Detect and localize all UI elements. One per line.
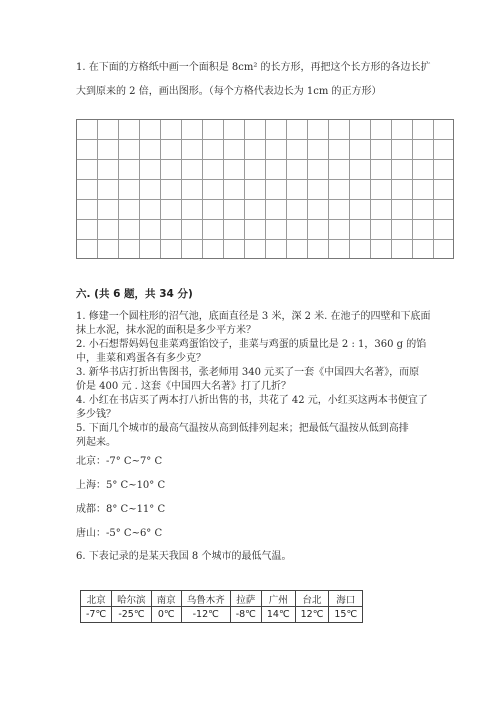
table-cell: 哈尔滨: [112, 591, 152, 607]
table-cell: 海口: [329, 591, 363, 607]
city-temp-beijing: 北京：-7° C~7° C: [76, 456, 163, 467]
table-row-temps: [81, 607, 363, 623]
q2-line2: 抹上水泥，抹水泥的面积是多少平方米？: [76, 325, 256, 336]
q1-line1: 1. 在下面的方格纸中画一个面积是 8cm² 的长方形，再把这个长方形的各边长扩: [76, 62, 431, 73]
section-title: 六. (共 6 题，共 34 分): [76, 288, 193, 300]
q5-line1: 4. 小红在书店买了两本打八折出售的书，共花了 42 元，小红买这两本书便宜了: [76, 395, 428, 406]
q3-line1: 2. 小石想帮妈妈包韭菜鸡蛋馅饺子，韭菜与鸡蛋的质量比是 2 : 1，360 g 的馅: [76, 339, 427, 350]
city-temp-shanghai: 上海：5° C~10° C: [76, 480, 166, 491]
q5-line2: 多少钱？: [76, 409, 116, 420]
q6-line2: 列起来。: [76, 437, 116, 448]
q2-line1: 1. 修建一个圆柱形的沼气池，底面直径是 3 米，深 2 米. 在池子的四壁和下底面: [76, 311, 431, 322]
table-cell: 台北: [295, 591, 329, 607]
q1-line2: 大到原来的 2 倍，画出图形。（每个方格代表边长为 1cm 的正方形）: [76, 86, 382, 97]
table-cell: 北京: [81, 591, 112, 607]
table-cell: 0℃: [151, 607, 181, 623]
table-row-cities: [81, 591, 363, 607]
square-grid: [76, 119, 454, 259]
table-cell: 乌鲁木齐: [181, 591, 230, 607]
q7-line1: 6. 下表记录的是某天我国 8 个城市的最低气温。: [76, 551, 292, 562]
city-temp-tangshan: 唐山：-5° C~6° C: [76, 528, 163, 539]
temperature-table: [80, 590, 363, 623]
table-cell: 14℃: [261, 607, 295, 623]
q6-line1: 5. 下面几个城市的最高气温按从高到低排列起来；把最低气温按从低到高排: [76, 423, 409, 434]
table-cell: -25℃: [112, 607, 152, 623]
city-temp-chengdu: 成都：8° C~11° C: [76, 504, 166, 515]
table-cell: 南京: [151, 591, 181, 607]
q4-line1: 3. 新华书店打折出售图书，张老师用 340 元买了一套《中国四大名著》，而原: [76, 367, 420, 378]
table-cell: 广州: [261, 591, 295, 607]
table-cell: 15℃: [329, 607, 363, 623]
table-cell: -12℃: [181, 607, 230, 623]
table-cell: -7℃: [81, 607, 112, 623]
q3-line2: 中，韭菜和鸡蛋各有多少克？: [76, 353, 206, 364]
q4-line2: 价是 400 元 . 这套《中国四大名著》打了几折？: [76, 381, 291, 392]
table-cell: 拉萨: [230, 591, 261, 607]
table-cell: 12℃: [295, 607, 329, 623]
table-cell: -8℃: [230, 607, 261, 623]
